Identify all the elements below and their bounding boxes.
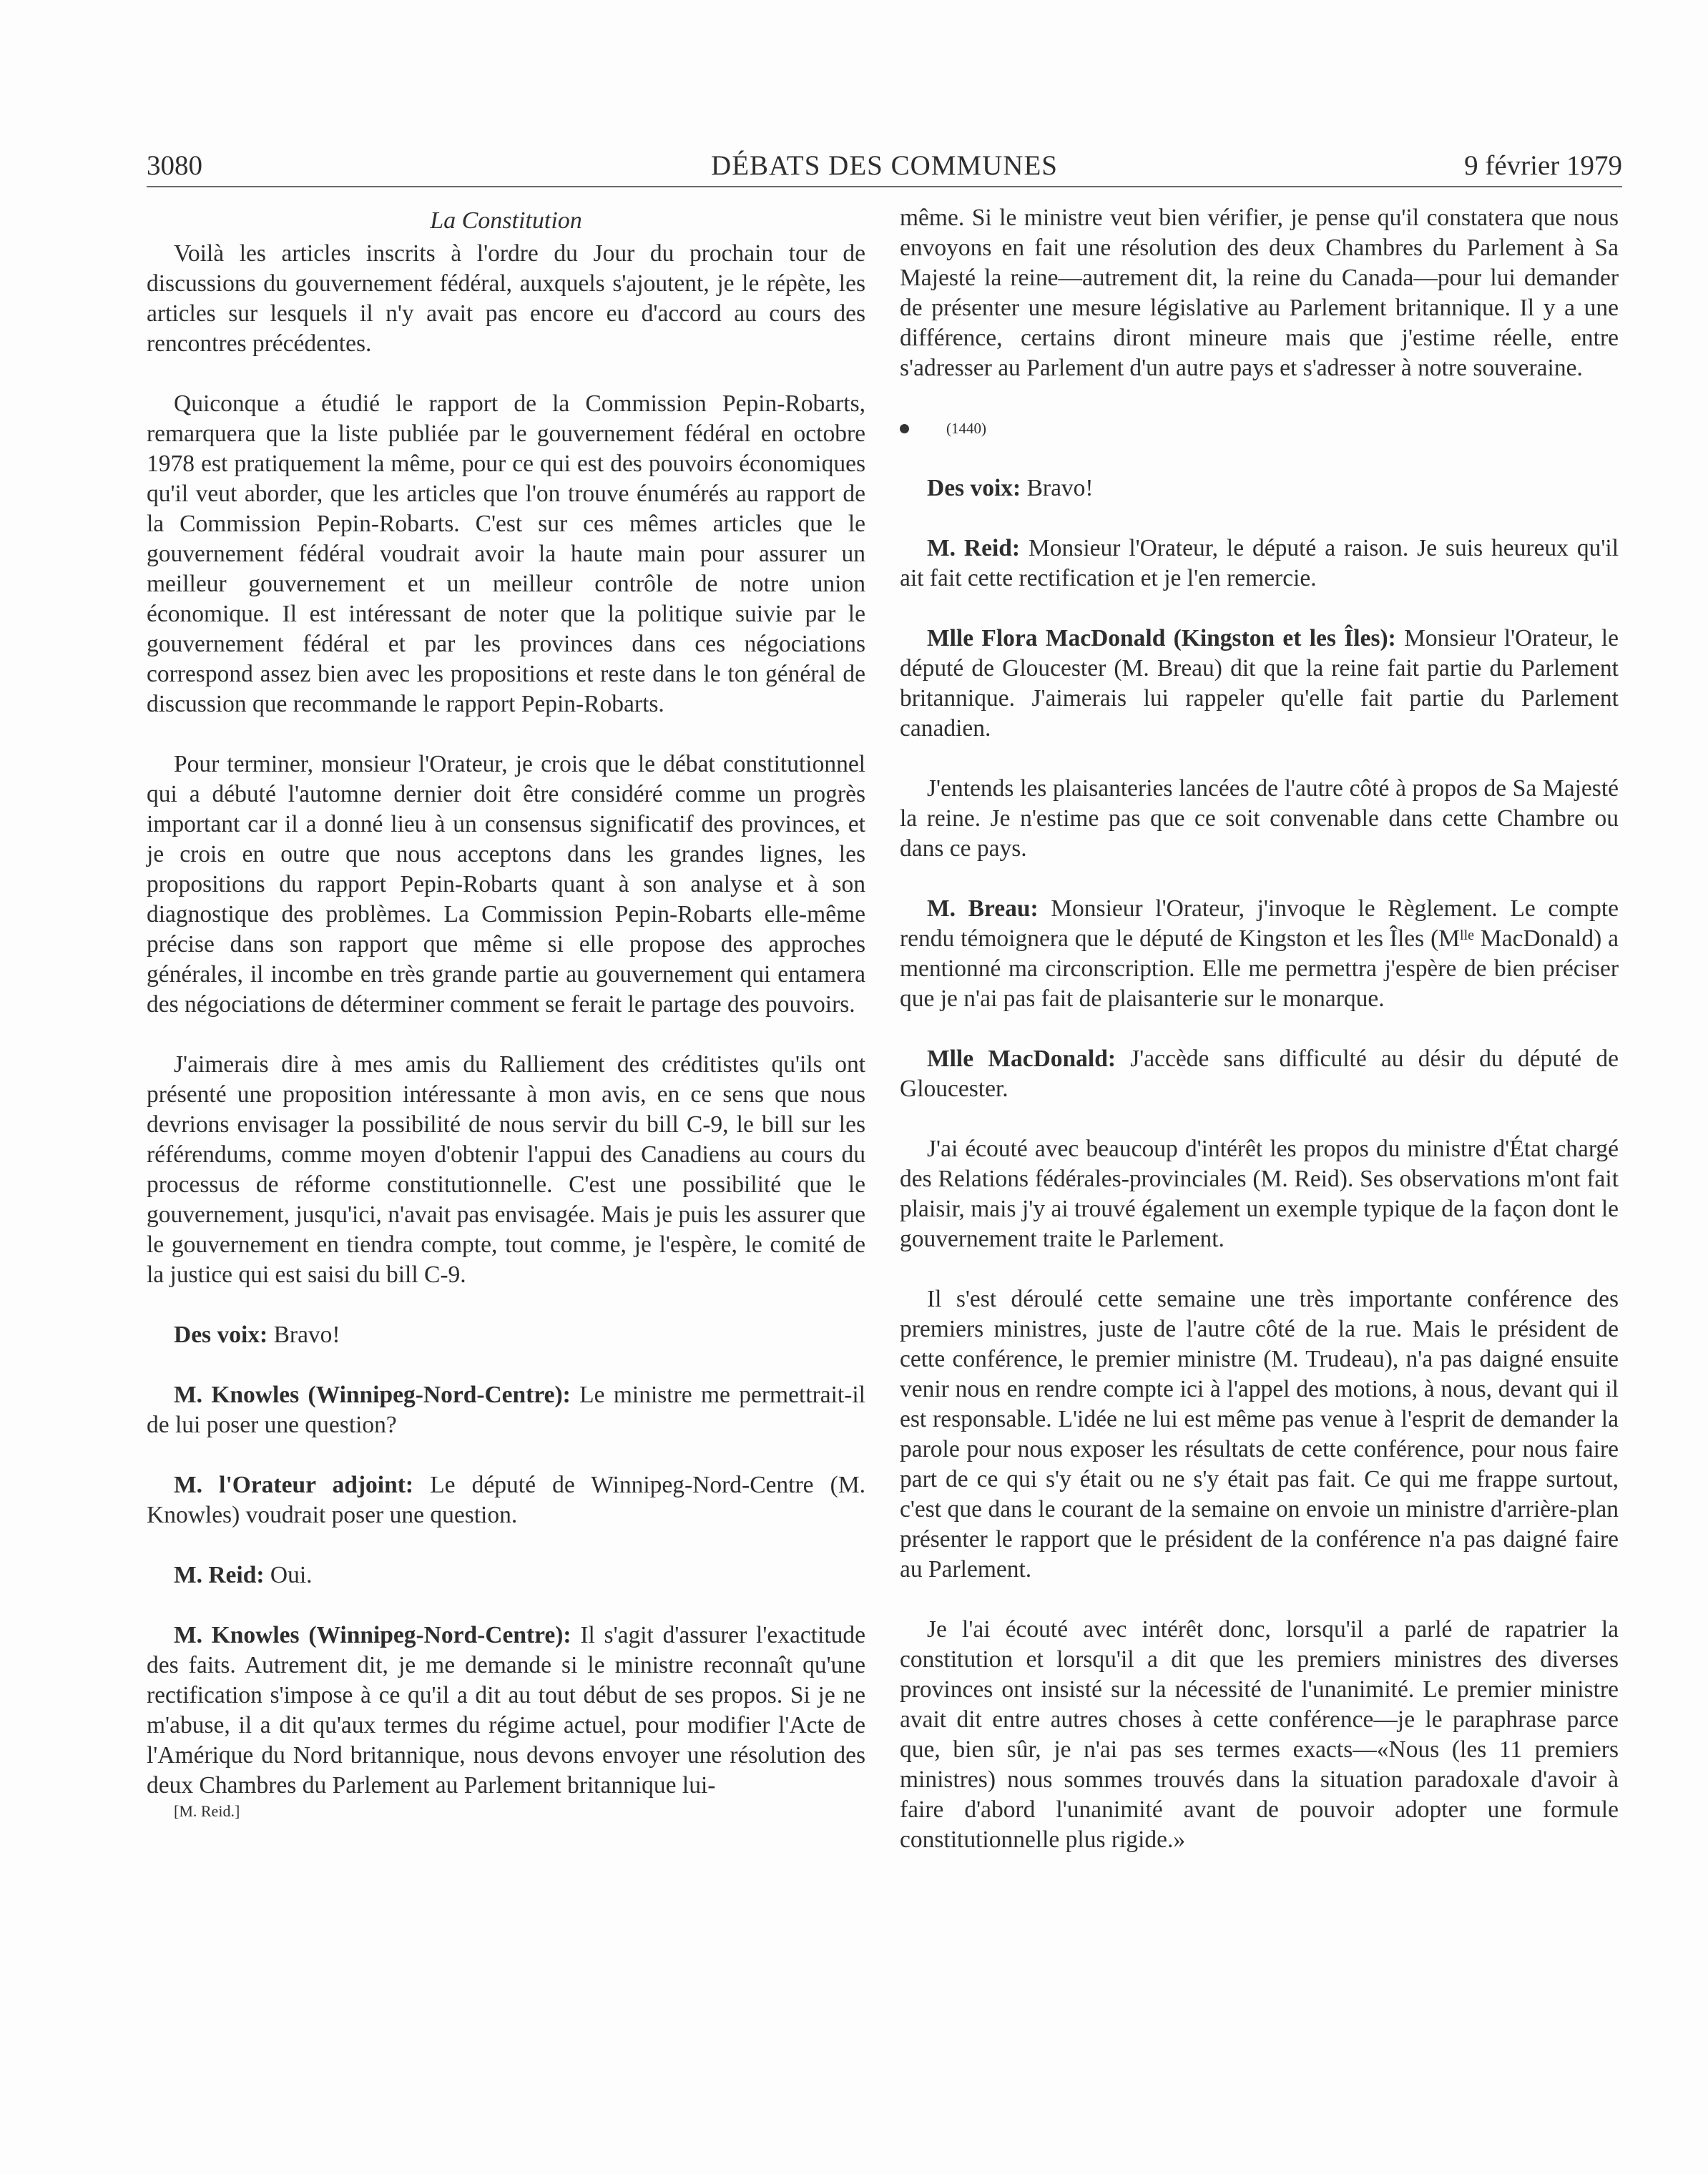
speech-text: MacDonald) a mentionné ma circonscription. Elle me permettra j'espère de bien préciser que je n'ai pas fait de plaisanterie sur le monarque.: [900, 925, 1619, 1012]
paragraph: Pour terminer, monsieur l'Orateur, je crois que le débat constitutionnel qui a débuté l'automne dernier doit être considéré comme un progrès important car il a donné lieu à un consensus significatif des provinces, et je crois en outre que nous acceptons dans les grandes lignes, les propositions du rapport Pepin-Robarts quant à son analyse et à son diagnostique des problèmes. La Commission Pepin-Robarts elle-même précise dans son rapport que même si elle propose des approches générales, il incombe en très grande partie au gouvernement qui entamera des négociations de déterminer comment se ferait le partage des pouvoirs.: [147, 751, 865, 1018]
time-marker: [900, 413, 1619, 443]
time-marker-text: (1440): [946, 420, 986, 437]
left-column: [147, 203, 865, 1822]
page-header: [147, 146, 1622, 187]
right-column: [900, 203, 1619, 1855]
paragraph: Voilà les articles inscrits à l'ordre du Jour du prochain tour de discussions du gouvernement fédéral, auxquels s'ajoutent, je le répète, les articles sur lesquels il n'y avait pas encore eu d'accord au cours des rencontres précédentes.: [147, 240, 865, 357]
speech: [147, 1620, 865, 1801]
page-number: 3080: [147, 150, 202, 181]
speaker-name: Des voix:: [174, 1322, 268, 1348]
publication-title: DÉBATS DES COMMUNES: [711, 150, 1058, 181]
speech: [900, 473, 1619, 503]
paragraph: J'ai écouté avec beaucoup d'intérêt les propos du ministre d'État chargé des Relations fédérales-provinciales (M. Reid). Ses observations m'ont fait plaisir, mais j'y ai trouvé également un exemple typique de la façon dont le gouvernement traite le Parlement.: [900, 1136, 1619, 1252]
speaker-name: M. l'Orateur adjoint:: [174, 1472, 414, 1498]
speech: [147, 1560, 865, 1590]
speech: [147, 1320, 865, 1350]
speech: [147, 1470, 865, 1530]
speech: [900, 533, 1619, 594]
speech-text: J'accède sans difficulté au désir du député de Gloucester.: [900, 1046, 1619, 1102]
speaker-name: Des voix:: [927, 475, 1021, 501]
paragraph: J'entends les plaisanteries lancées de l'autre côté à propos de Sa Majesté la reine. Je n'estime pas que ce soit convenable dans cette Chambre ou dans ce pays.: [900, 775, 1619, 862]
speaker-name: Mlle MacDonald:: [927, 1046, 1116, 1072]
bullet-icon: [900, 424, 909, 433]
speech-text: Oui.: [264, 1562, 313, 1588]
speaker-name: Mlle Flora MacDonald (Kingston et les Îles):: [927, 625, 1396, 651]
speech-text: Le ministre me permettrait-il de lui poser une question?: [147, 1382, 865, 1438]
paragraph: Il s'est déroulé cette semaine une très importante conférence des premiers ministres, juste de l'autre côté de la rue. Mais le président de cette conférence, le premier ministre (M. Trudeau), n'a pas daigné ensuite venir nous en rendre compte ici à l'appel des motions, à nous, devant qui il est responsable. L'idée ne lui est même pas venue à l'esprit de demander la parole pour nous exposer les résultats de cette conférence, pour nous faire part de ce qui s'y était ou ne s'y était pas fait. Ce qui me frappe surtout, c'est que dans le courant de la semaine on envoie un ministre d'arrière-plan présenter le rapport que le président de la conférence n'a pas daigné faire au Parlement.: [900, 1286, 1619, 1583]
section-title: La Constitution: [430, 207, 582, 234]
speech-text: Monsieur l'Orateur, j'invoque le Règlement. Le compte rendu témoignera que le député de Kingston et les Îles (M: [900, 895, 1619, 952]
paragraph-continued: même. Si le ministre veut bien vérifier, je pense qu'il constatera que nous envoyons en fait une résolution des deux Chambres du Parlement à Sa Majesté la reine—autrement dit, la reine du Canada—pour lui demander de présenter une mesure législative au Parlement britannique. Il y a une différence, certains diront mineure mais que j'estime réelle, entre s'adresser au Parlement d'un autre pays et s'adresser à notre souveraine.: [900, 205, 1619, 381]
speaker-name: M. Knowles (Winnipeg-Nord-Centre):: [174, 1622, 571, 1648]
speech: [900, 894, 1619, 1014]
speech: [900, 624, 1619, 744]
speech-text: Bravo!: [268, 1322, 340, 1348]
speech-text: Il s'agit d'assurer l'exactitude des faits. Autrement dit, je me demande si le ministre reconnaît qu'une rectification s'impose à ce qu'il a dit au tout début de ses propos. Si je ne m'abuse, il a dit qu'aux termes du régime actuel, pour modifier l'Acte de l'Amérique du Nord britannique, nous devons envoyer une résolution des deux Chambres du Parlement au Parlement britannique lui-: [147, 1622, 866, 1799]
superscript: lle: [1460, 928, 1475, 943]
speaker-name: M. Reid:: [927, 535, 1021, 561]
issue-date: 9 février 1979: [1464, 150, 1622, 181]
speech: [147, 1380, 865, 1440]
speech-text: Bravo!: [1021, 475, 1094, 501]
speech: [900, 1044, 1619, 1104]
speaker-name: M. Reid:: [174, 1562, 265, 1588]
speech-text: Monsieur l'Orateur, le député de Gloucester (M. Breau) dit que la reine fait partie du Parlement britannique. J'aimerais lui rappeler qu'elle fait partie du Parlement canadien.: [900, 625, 1619, 742]
speaker-footnote: [M. Reid.]: [174, 1802, 240, 1820]
speech-text: Le député de Winnipeg-Nord-Centre (M. Knowles) voudrait poser une question.: [147, 1472, 865, 1528]
paragraph: Quiconque a étudié le rapport de la Commission Pepin-Robarts, remarquera que la liste publiée par le gouvernement fédéral en octobre 1978 est pratiquement la même, pour ce qui est des pouvoirs économiques qu'il veut aborder, que les articles que l'on trouve énumérés au rapport de la Commission Pepin-Robarts. C'est sur ces mêmes articles que le gouvernement fédéral voudrait avoir la haute main pour assurer un meilleur gouvernement et un meilleur contrôle de notre union économique. Il est intéressant de noter que la politique suivie par le gouvernement fédéral et par les provinces dans ces négociations correspond assez bien avec les propositions et reste dans le ton général de discussion que recommande le rapport Pepin-Robarts.: [147, 390, 865, 717]
speech-text: Monsieur l'Orateur, le député a raison. Je suis heureux qu'il ait fait cette rectification et je l'en remercie.: [900, 535, 1619, 591]
speaker-name: M. Knowles (Winnipeg-Nord-Centre):: [174, 1382, 571, 1408]
paragraph: J'aimerais dire à mes amis du Ralliement des créditistes qu'ils ont présenté une proposition intéressante à mon avis, en ce sens que nous devrions envisager la possibilité de nous servir du bill C-9, le bill sur les référendums, comme moyen d'obtenir l'appui des Canadiens au cours du processus de réforme constitutionnelle. C'est une possibilité que le gouvernement, jusqu'ici, n'avait pas envisagée. Mais je puis les assurer que le gouvernement en tiendra compte, tout comme, je l'espère, le comité de la justice qui est saisi du bill C-9.: [147, 1051, 865, 1288]
speaker-name: M. Breau:: [927, 895, 1039, 922]
paragraph: Je l'ai écouté avec intérêt donc, lorsqu'il a parlé de rapatrier la constitution et lorsqu'il a dit que les premiers ministres des diverses provinces ont insisté sur la nécessité de l'unanimité. Le premier ministre avait dit entre autres choses à cette conférence—je le paraphrase parce que, bien sûr, je n'ai pas ses termes exacts—«Nous (les 11 premiers ministres) nous sommes trouvés dans la situation paradoxale d'avoir à faire d'abord l'unanimité avant de pouvoir adopter une formule constitutionnelle plus rigide.»: [900, 1616, 1619, 1853]
